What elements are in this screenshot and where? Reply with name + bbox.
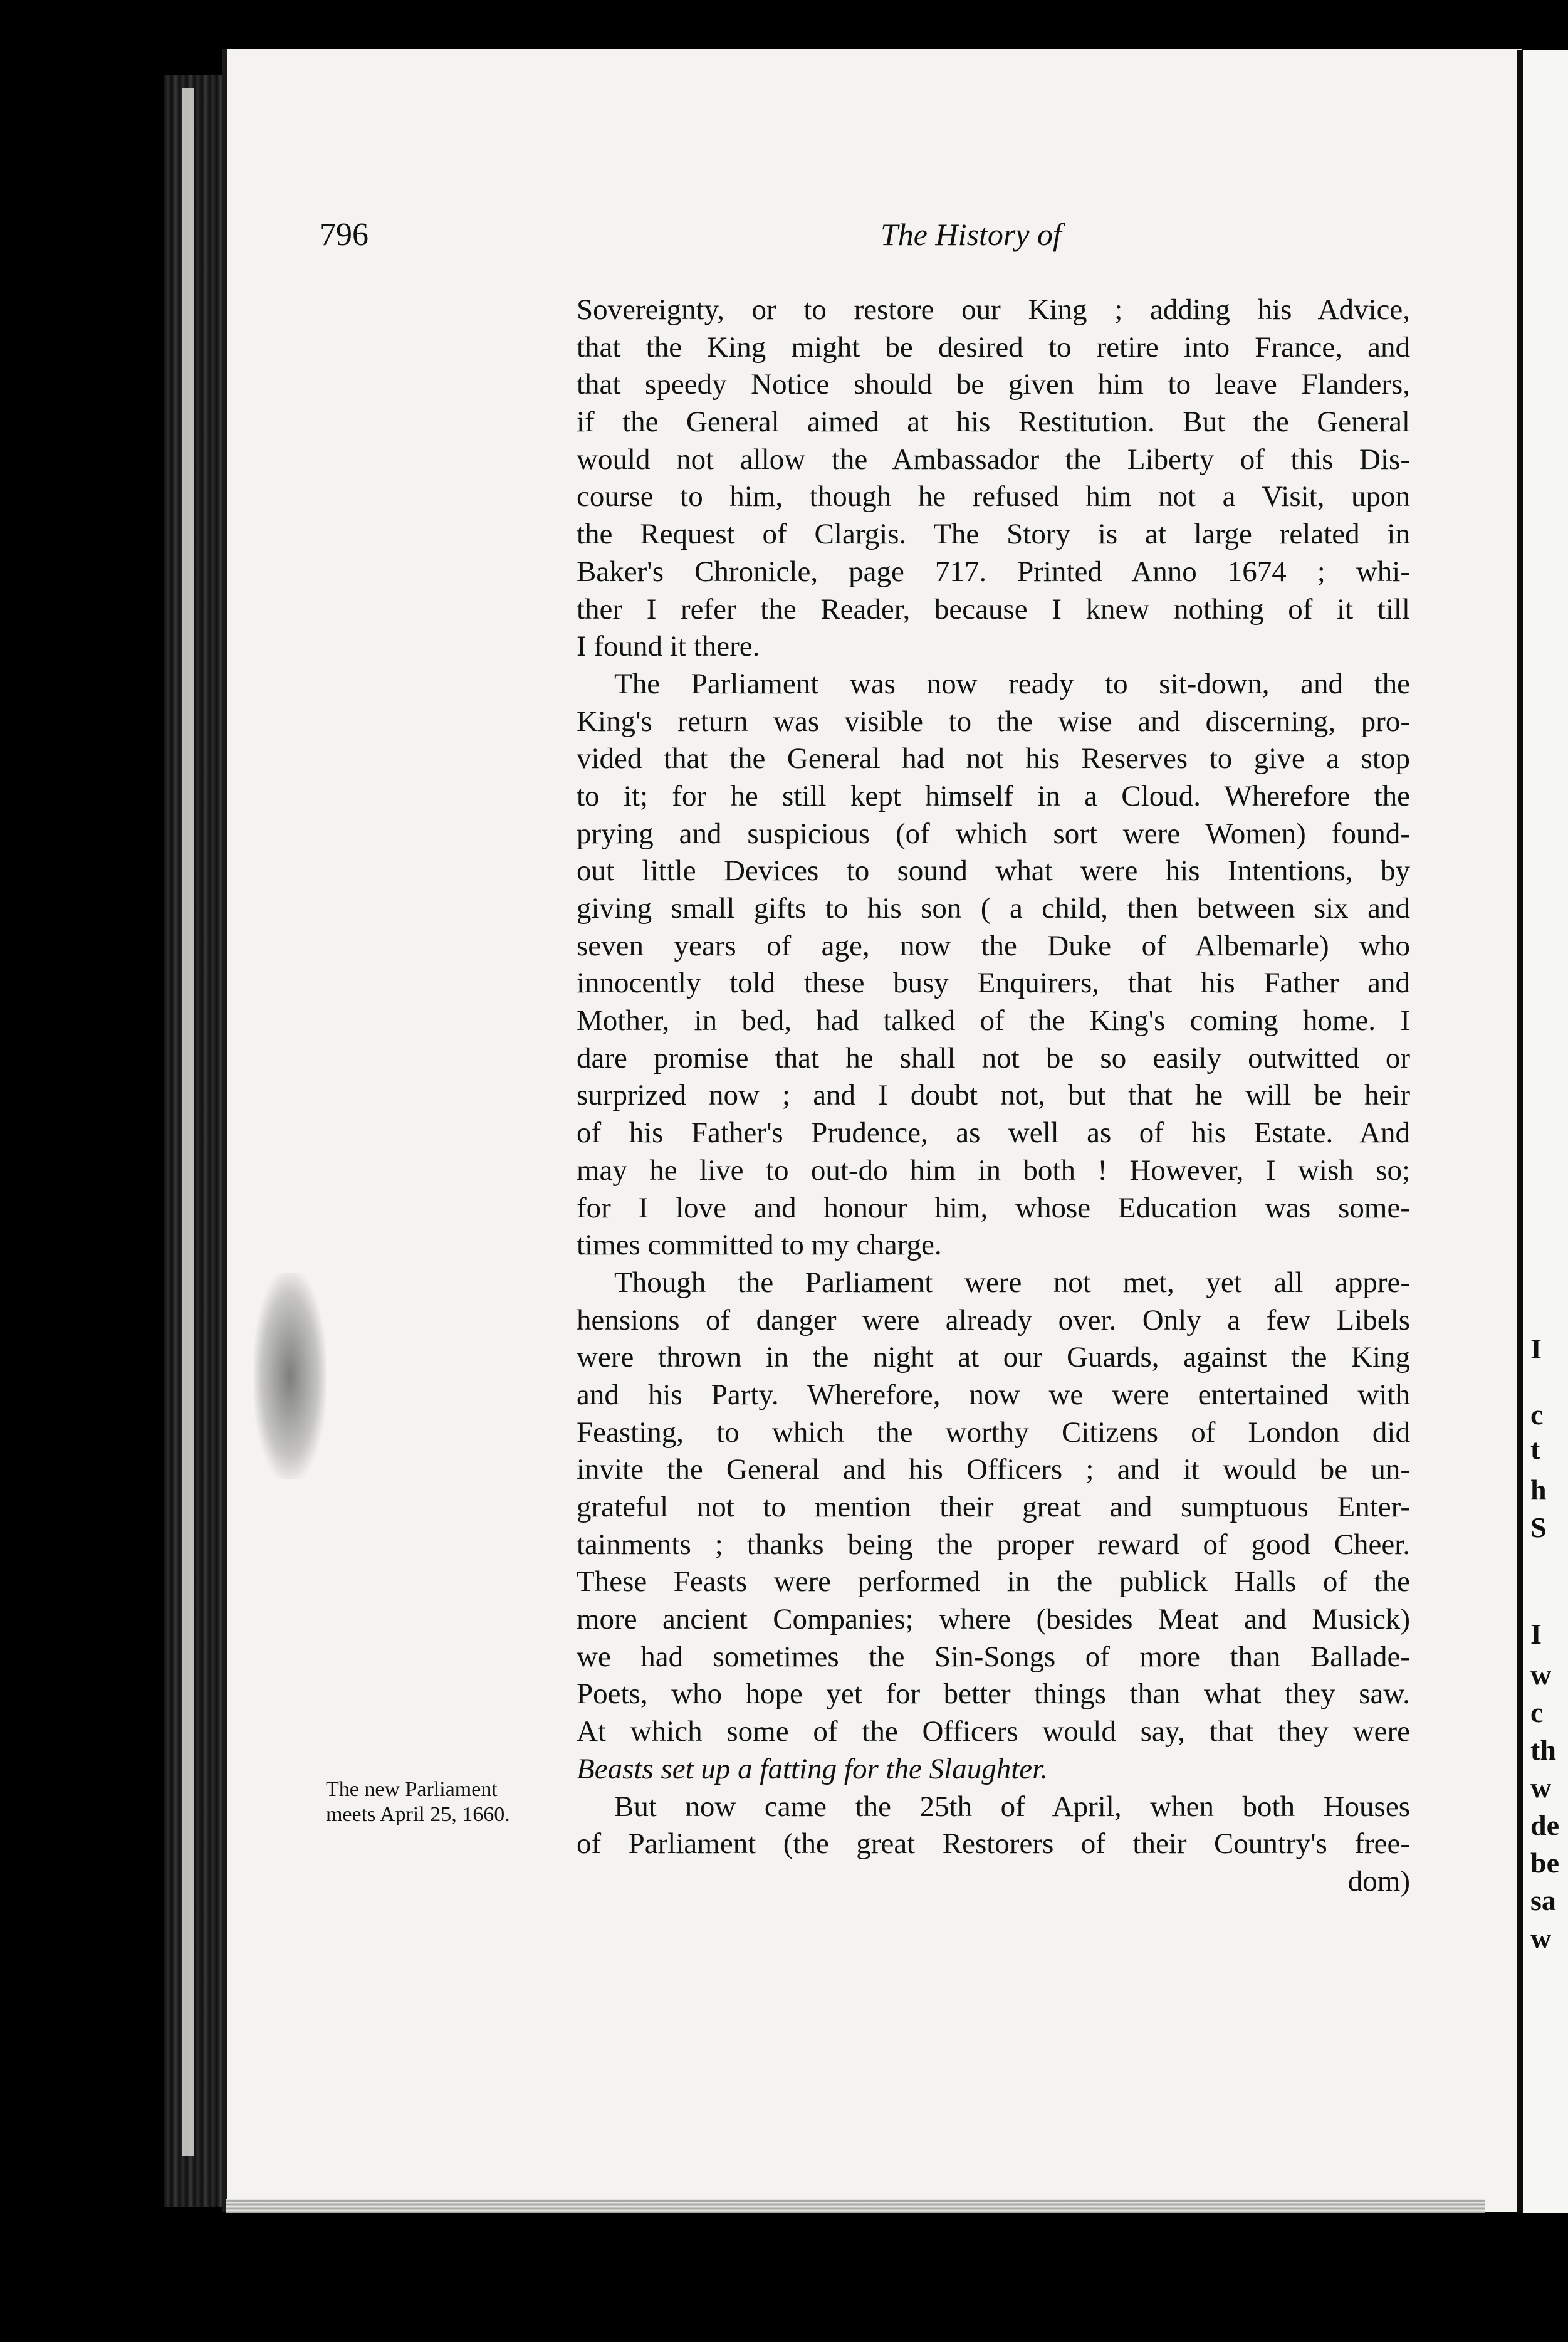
text-line: to it; for he still kept himself in a Cloud. Wherefore the (577, 779, 1410, 812)
text-line: innocently told these busy Enquirers, that his Father and (577, 967, 1410, 1000)
adjacent-page-fragment: I (1530, 1333, 1542, 1365)
text-line: dom) (1347, 1864, 1410, 1898)
book-binding (164, 75, 227, 2207)
adjacent-page-fragment: w (1530, 1659, 1552, 1691)
body-text (577, 291, 1410, 1901)
text-line: more ancient Companies; where (besides Meat and Musick) (577, 1603, 1410, 1636)
text-line: Feasting, to which the worthy Citizens of London did (577, 1415, 1410, 1449)
adjacent-page (1517, 50, 1568, 2213)
text-line: times committed to my charge. (577, 1229, 942, 1262)
adjacent-page-fragment: h (1530, 1474, 1547, 1506)
text-line: ther I refer the Reader, because I knew nothing of it till (577, 592, 1410, 626)
adjacent-page-fragment: I (1530, 1618, 1542, 1650)
text-line: These Feasts were performed in the publick Halls of the (577, 1565, 1410, 1599)
text-line: Beasts set up a fatting for the Slaughter. (577, 1752, 1048, 1785)
text-line: King's return was visible to the wise and discerning, pro- (577, 705, 1410, 738)
text-line: Poets, who hope yet for better things than what they saw. (577, 1678, 1410, 1711)
adjacent-page-fragment: sa (1530, 1884, 1556, 1916)
margin-note-line: The new Parliament (326, 1778, 498, 1801)
text-line: of his Father's Prudence, as well as of his Estate. And (577, 1116, 1410, 1150)
adjacent-page-fragment: be (1530, 1847, 1559, 1879)
adjacent-page-fragment: w (1530, 1922, 1552, 1954)
binding-edge (182, 88, 194, 2156)
adjacent-page-fragment: c (1530, 1696, 1544, 1728)
text-line: vided that the General had not his Reserves to give a stop (577, 742, 1410, 775)
margin-note-line: meets April 25, 1660. (326, 1803, 510, 1826)
text-line: The Parliament was now ready to sit-down, and the (614, 667, 1410, 700)
text-line: out little Devices to sound what were his Intentions, by (577, 854, 1410, 888)
adjacent-page-fragment: S (1530, 1511, 1547, 1543)
text-line: for I love and honour him, whose Education was some- (577, 1191, 1410, 1224)
text-line: surprized now ; and I doubt not, but that he will be heir (577, 1079, 1410, 1112)
text-line: prying and suspicious (of which sort were Women) found- (577, 817, 1410, 850)
text-line: of Parliament (the great Restorers of their Country's free- (577, 1827, 1410, 1861)
text-line: At which some of the Officers would say, that they were (577, 1715, 1410, 1748)
text-line: Sovereignty, or to restore our King ; adding his Advice, (577, 293, 1410, 326)
page-number: 796 (320, 217, 368, 253)
text-line: Though the Parliament were not met, yet all appre- (614, 1266, 1410, 1299)
text-line: giving small gifts to his son ( a child, then between six and (577, 892, 1410, 925)
adjacent-page-fragment: th (1530, 1734, 1556, 1766)
adjacent-page-fragment: t (1530, 1433, 1540, 1465)
text-line: that the King might be desired to retire into France, and (577, 330, 1410, 364)
text-line: the Request of Clargis. The Story is at large related in (577, 518, 1410, 551)
text-line: grateful not to mention their great and sumptuous Enter- (577, 1491, 1410, 1523)
adjacent-page-fragment: de (1530, 1809, 1559, 1841)
text-line: dare promise that he shall not be so easily outwitted or (577, 1041, 1410, 1074)
running-title: The History of (881, 217, 1062, 252)
text-line: I found it there. (577, 630, 760, 663)
adjacent-page-fragment: c (1530, 1399, 1544, 1431)
text-line: invite the General and his Officers ; and it would be un- (577, 1453, 1410, 1486)
text-line: if the General aimed at his Restitution. But the General (577, 406, 1410, 439)
text-line: and his Party. Wherefore, now we were entertained with (577, 1378, 1410, 1411)
text-line: hensions of danger were already over. Only a few Libels (577, 1303, 1410, 1336)
text-line: Mother, in bed, had talked of the King's coming home. I (577, 1004, 1410, 1037)
page-header (320, 216, 1416, 266)
text-line: may he live to out-do him in both ! However, I wish so; (577, 1153, 1410, 1187)
text-line: But now came the 25th of April, when both Houses (614, 1790, 1410, 1823)
text-line: would not allow the Ambassador the Liberty of this Dis- (577, 443, 1410, 476)
text-line: were thrown in the night at our Guards, against the King (577, 1341, 1410, 1374)
text-line: tainments ; thanks being the proper reward of good Cheer. (577, 1528, 1410, 1561)
text-line: that speedy Notice should be given him to leave Flanders, (577, 368, 1410, 401)
margin-note (326, 1777, 564, 1827)
adjacent-page-fragment: w (1530, 1772, 1552, 1804)
text-line: seven years of age, now the Duke of Albemarle) who (577, 929, 1410, 962)
text-line: Baker's Chronicle, page 717. Printed Anno 1674 ; whi- (577, 555, 1410, 588)
text-line: course to him, though he refused him not a Visit, upon (577, 480, 1410, 513)
text-line: we had sometimes the Sin-Songs of more than Ballade- (577, 1640, 1410, 1673)
page-edges (226, 2199, 1485, 2213)
ink-smudge (254, 1273, 326, 1479)
